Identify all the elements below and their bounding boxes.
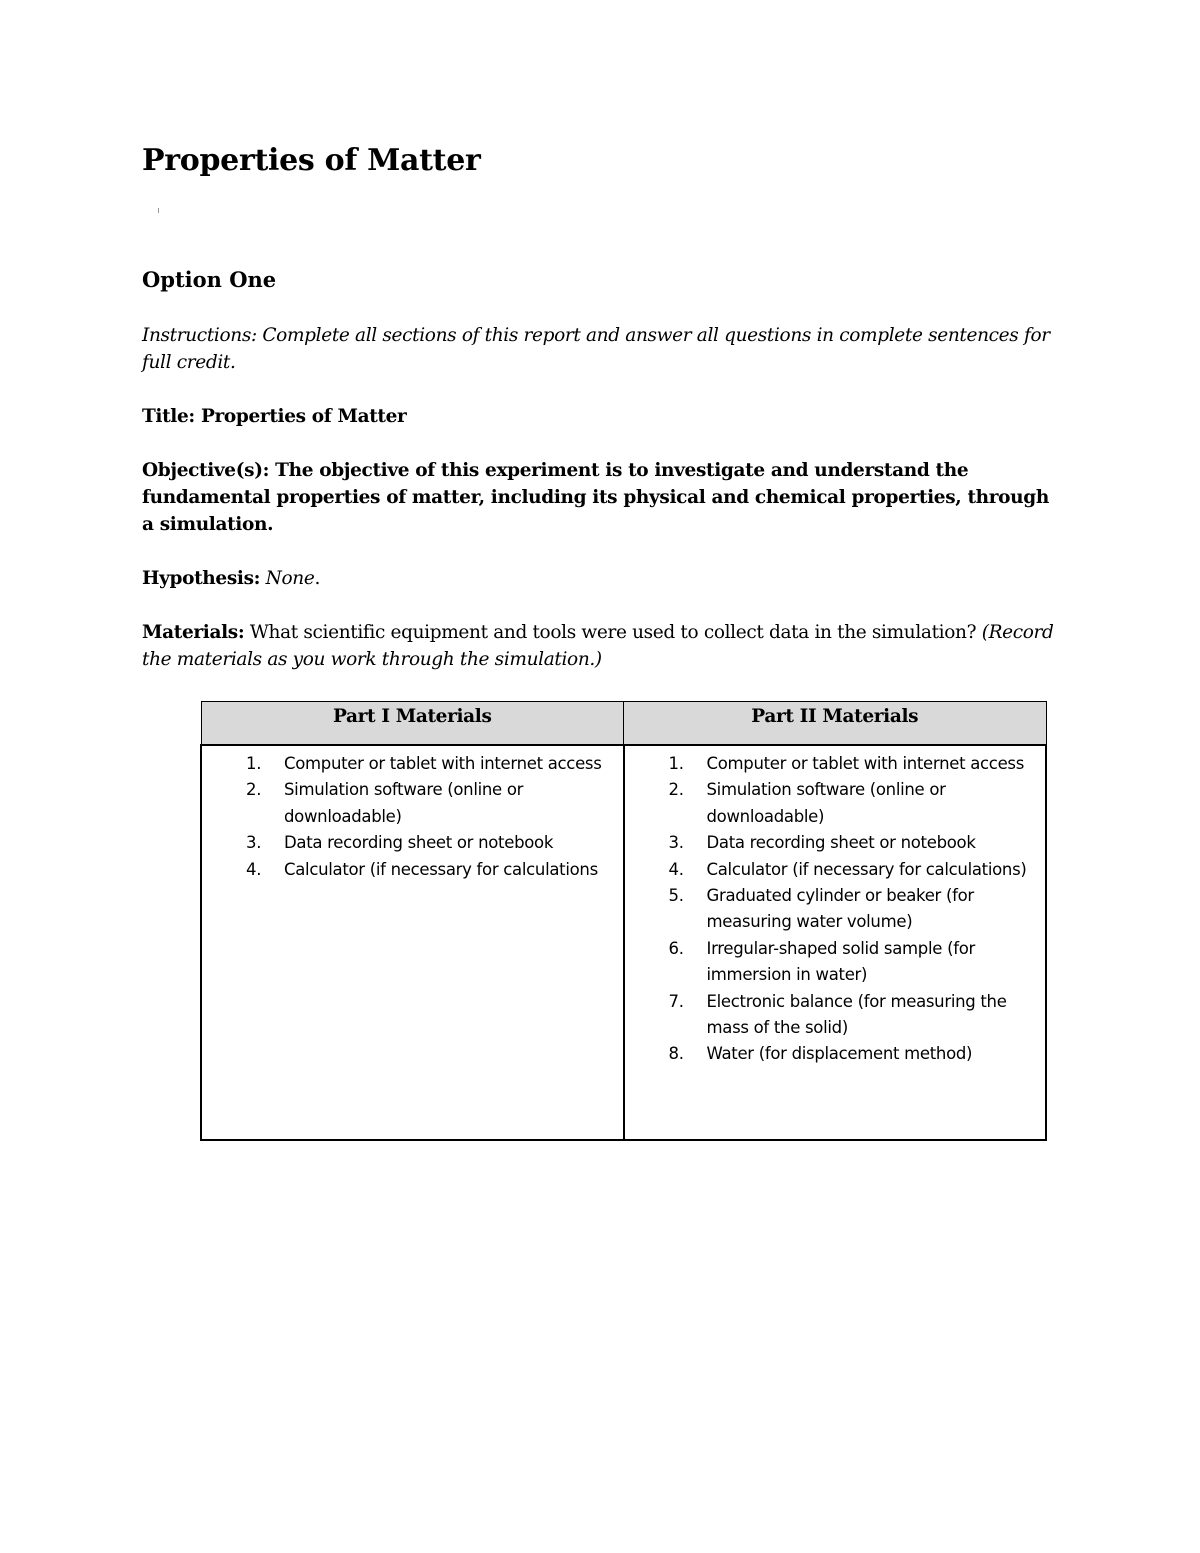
hypothesis-line <box>142 565 1062 592</box>
list-text: Calculator (if necessary for calculations <box>284 859 598 879</box>
list-text: Simulation software (online or downloadable) <box>284 780 524 826</box>
materials-paragraph <box>142 619 1062 673</box>
list-item <box>637 857 1034 883</box>
objective-label: Objective(s): <box>142 460 270 481</box>
part2-header: Part II Materials <box>624 702 1047 746</box>
hypothesis-suffix: . <box>314 568 320 589</box>
option-heading: Option One <box>142 267 277 292</box>
title-label: Title: <box>142 406 195 427</box>
materials-label: Materials: <box>142 622 245 643</box>
list-text: Calculator (if necessary for calculations) <box>706 859 1027 879</box>
list-item <box>637 777 1034 830</box>
list-number: 4. <box>246 859 262 879</box>
list-text: Data recording sheet or notebook <box>706 833 976 853</box>
list-text: Electronic balance (for measuring the mass of the solid) <box>706 991 1007 1038</box>
document-page <box>142 140 1062 1064</box>
list-item <box>637 883 1034 936</box>
list-text: Computer or tablet with internet access <box>706 754 1025 773</box>
materials-table <box>200 701 1047 1141</box>
hypothesis-label: Hypothesis: <box>142 568 261 589</box>
part2-cell <box>624 745 1047 1140</box>
list-number: 1. <box>668 754 684 773</box>
part2-list <box>637 751 1034 1068</box>
tick-mark <box>158 208 159 213</box>
objective-text: The objective of this experiment is to investigate and understand the fundamental properties of matter, including its physical and chemical properties, through a simulation. <box>142 460 1049 535</box>
list-text: Irregular-shaped solid sample (for immersion in water) <box>706 938 975 985</box>
list-item <box>214 830 611 856</box>
instructions-text: Instructions: Complete all sections of this report and answer all questions in complete sentences for full credit. <box>142 325 1050 373</box>
list-item <box>214 751 611 777</box>
list-number: 2. <box>246 780 262 800</box>
materials-note: (Record the materials as you work through the simulation.) <box>142 622 1054 670</box>
title-value: Properties of Matter <box>200 406 407 427</box>
list-item <box>637 830 1034 856</box>
list-number: 8. <box>668 1044 684 1064</box>
list-number: 6. <box>668 938 684 958</box>
title-line <box>142 403 1062 430</box>
list-text: Graduated cylinder or beaker (for measuring water volume) <box>706 886 974 932</box>
list-number: 5. <box>668 886 684 906</box>
document-title: Properties of Matter <box>142 143 481 178</box>
part1-list <box>214 751 611 883</box>
list-number: 3. <box>668 833 684 853</box>
part1-cell <box>201 745 624 1140</box>
list-text: Data recording sheet or notebook <box>284 833 554 853</box>
list-item <box>637 751 1034 777</box>
list-item <box>214 857 611 883</box>
list-text: Water (for displacement method) <box>706 1044 973 1064</box>
list-text: Computer or tablet with internet access <box>284 754 602 773</box>
list-item <box>637 1041 1034 1067</box>
objective-paragraph <box>142 457 1062 538</box>
list-item <box>214 777 611 830</box>
list-item <box>637 936 1034 989</box>
hypothesis-value: None <box>265 568 315 589</box>
list-number: 3. <box>246 833 262 853</box>
list-number: 1. <box>246 754 262 773</box>
list-number: 7. <box>668 991 684 1011</box>
table-header-row <box>201 702 1046 746</box>
materials-question: What scientific equipment and tools were used to collect data in the simulation? <box>249 622 977 643</box>
list-number: 2. <box>668 780 684 800</box>
table-body-row <box>201 745 1046 1140</box>
list-number: 4. <box>668 859 684 879</box>
list-item <box>637 989 1034 1042</box>
list-text: Simulation software (online or downloadable) <box>706 780 946 826</box>
part1-header: Part I Materials <box>201 702 624 746</box>
